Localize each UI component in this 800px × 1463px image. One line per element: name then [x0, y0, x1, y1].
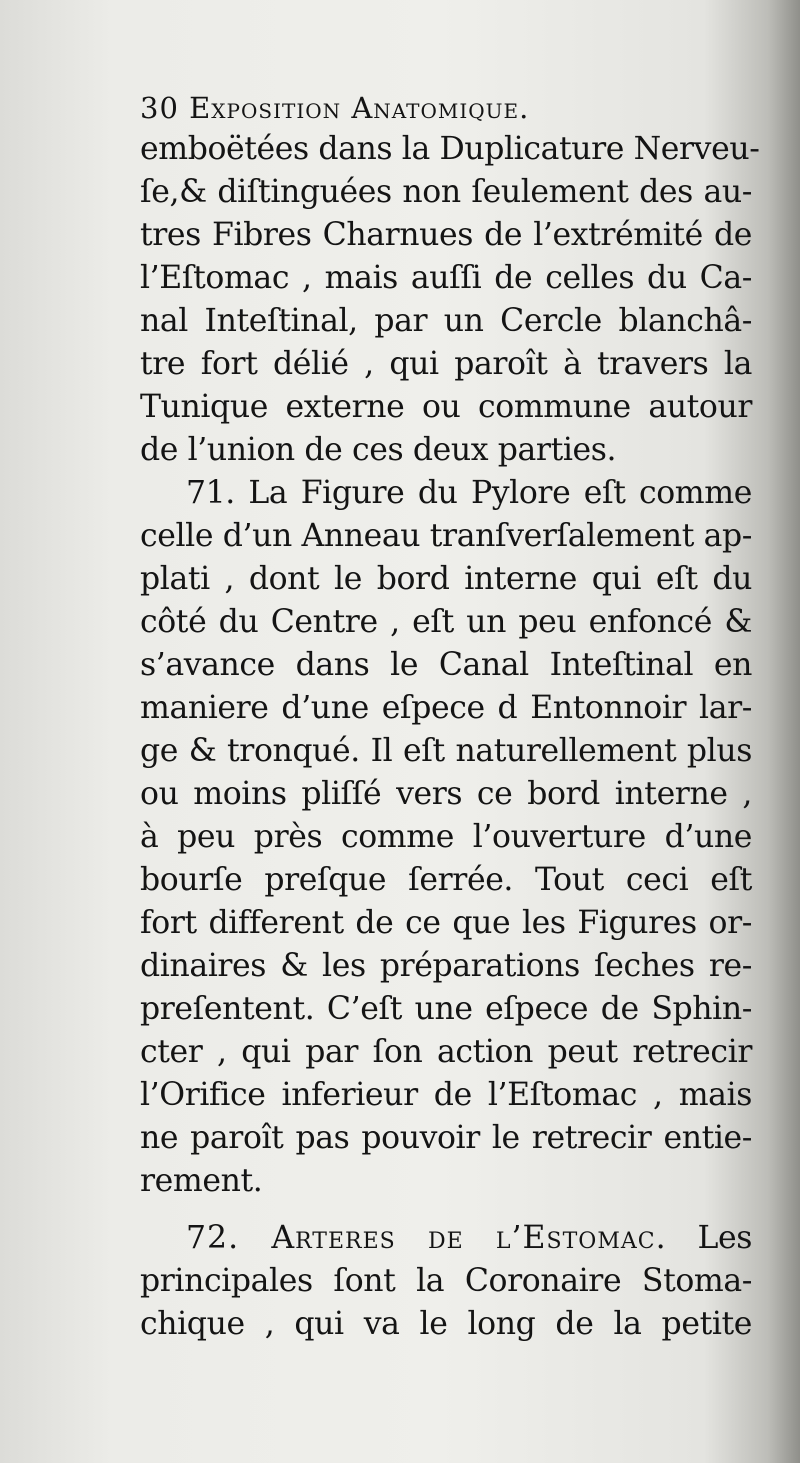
- text-line: chique , qui va le long de la petite: [140, 1306, 752, 1342]
- text-line-run: Les: [697, 1220, 752, 1256]
- text-line: côté du Centre , eſt un peu enfoncé &: [140, 604, 752, 640]
- text-line: ſe,& diſtinguées non ſeulement des au-: [140, 174, 752, 210]
- text-line: dinaires & les préparations ſeches re-: [140, 948, 752, 984]
- text-line: ou moins pliſſé vers ce bord interne ,: [140, 776, 752, 812]
- paragraph-71: [140, 472, 752, 1203]
- text-line: [140, 1217, 752, 1260]
- text-line: tre fort délié , qui paroît à travers la: [140, 346, 752, 382]
- text-line: l’Orifice inferieur de l’Eſtomac , mais: [140, 1077, 752, 1113]
- text-line: celle d’un Anneau tranſverſalement ap-: [140, 518, 752, 554]
- text-line: rement.: [140, 1163, 263, 1199]
- text-line: Tunique externe ou commune autour: [140, 389, 752, 425]
- paragraph-72: [140, 1217, 752, 1346]
- text-line: ge & tronqué. Il eſt naturellement plus: [140, 733, 752, 769]
- text-line: bourſe preſque ſerrée. Tout ceci eſt: [140, 862, 752, 898]
- text-line: preſentent. C’eſt une eſpece de Sphin-: [140, 991, 752, 1027]
- text-line: nal Inteſtinal, par un Cercle blanchâ-: [140, 303, 752, 339]
- text-line: ne paroît pas pouvoir le retrecir entie-: [140, 1120, 752, 1156]
- section-heading: 72. Arteres de l’Estomac.: [186, 1220, 667, 1256]
- text-line: 71. La Figure du Pylore eſt comme: [186, 475, 752, 511]
- text-line: s’avance dans le Canal Inteſtinal en: [140, 647, 752, 683]
- running-head: 30 Exposition Anatomique.: [140, 91, 530, 125]
- paragraph-gap: [140, 1203, 752, 1217]
- text-line: principales ſont la Coronaire Stoma-: [140, 1263, 752, 1299]
- text-line: emboëtées dans la Duplicature Nerveu-: [140, 131, 760, 167]
- paragraph-continuation: [140, 128, 760, 472]
- text-line: de l’union de ces deux parties.: [140, 432, 617, 468]
- text-line: à peu près comme l’ouverture d’une: [140, 819, 752, 855]
- text-line: plati , dont le bord interne qui eſt du: [140, 561, 752, 597]
- text-line: fort different de ce que les Figures or-: [140, 905, 752, 941]
- text-line: maniere d’une eſpece d Entonnoir lar-: [140, 690, 752, 726]
- text-line: cter , qui par ſon action peut retrecir: [140, 1034, 752, 1070]
- text-line: tres Fibres Charnues de l’extrémité de: [140, 217, 752, 253]
- text-line: l’Eſtomac , mais auſſi de celles du Ca-: [140, 260, 752, 296]
- text-block: [140, 88, 760, 1346]
